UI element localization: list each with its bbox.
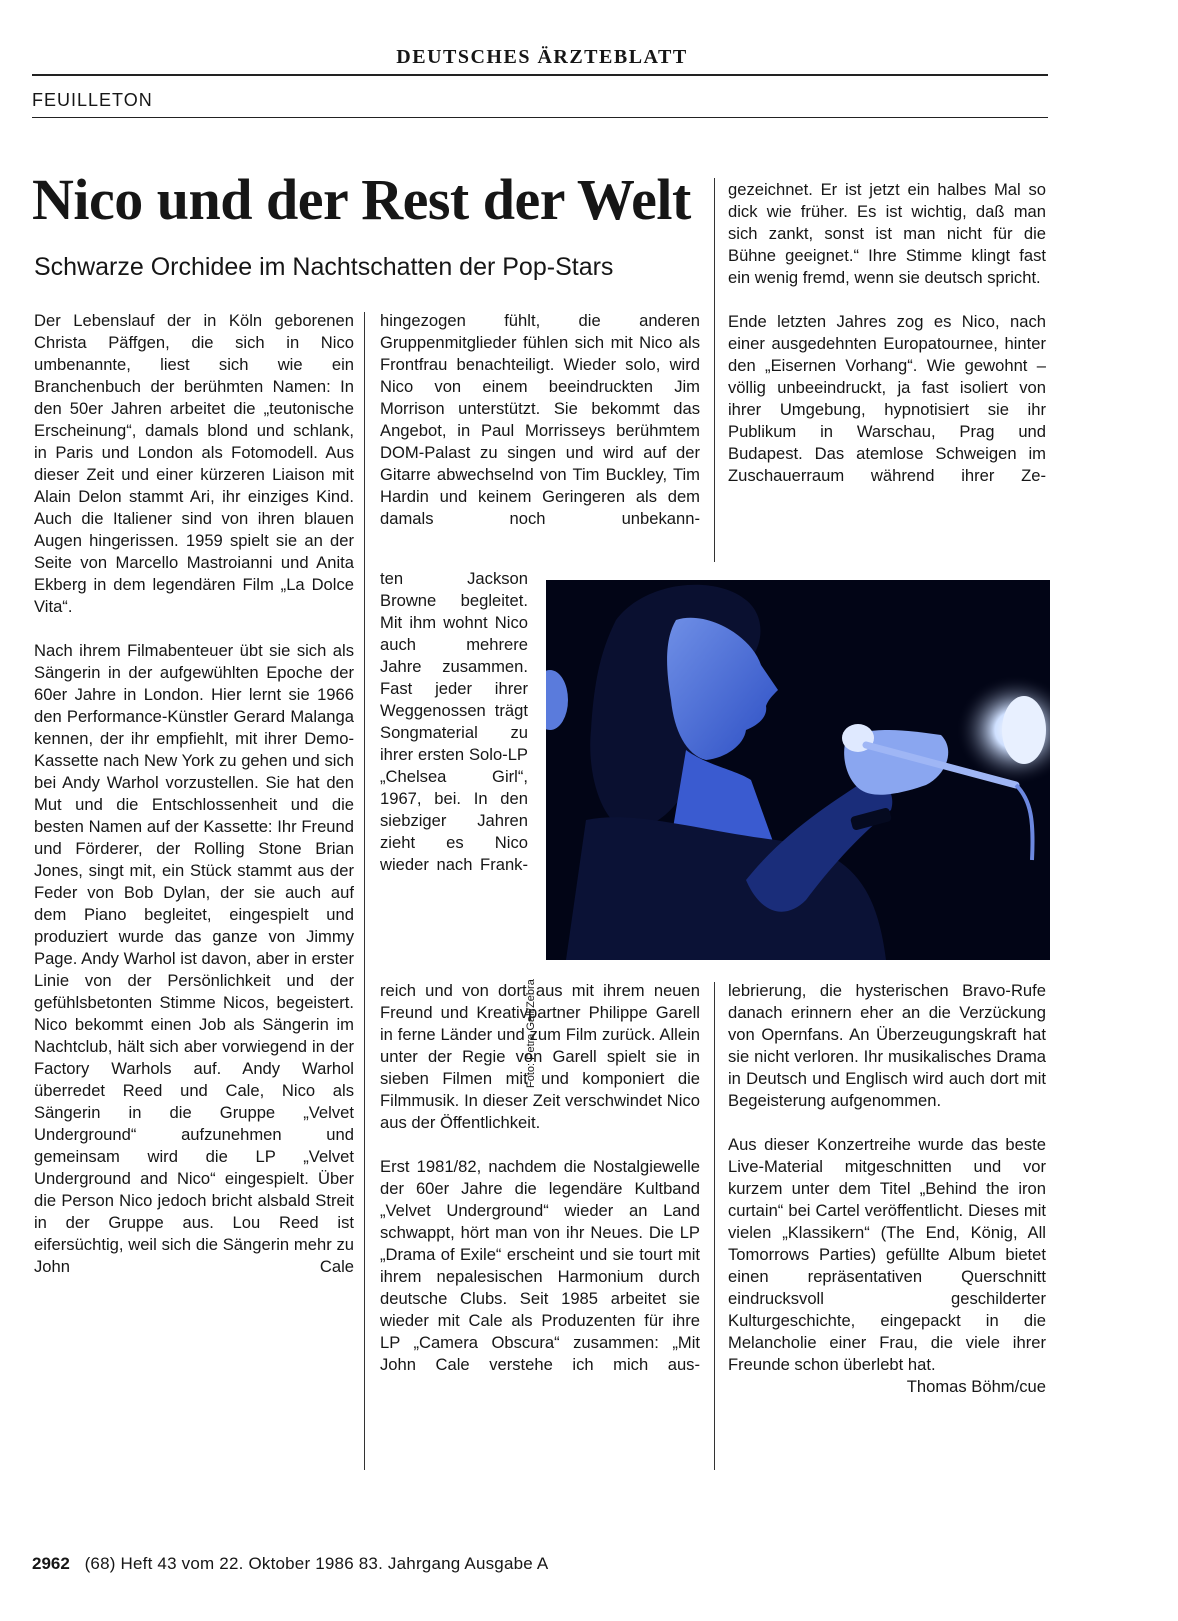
column-3-bottom — [728, 980, 1046, 1398]
column-2-narrow — [380, 568, 528, 876]
column-3-paragraph-3-text: Aus dieser Konzertreihe wurde das beste Live-Material mitgeschnitten und vor kurzem unter dem Titel „Behind the iron curtain“ bei Cartel veröffentlicht. Dieses mit vielen „Klassikern“ (The End, König, All Tomorrows Parties) gefüllte Album bietet einen repräsentativen Querschnitt eindrucksvoll geschilderter Kulturgeschichte, eingepackt in die Melancholie einer Frau, die viele ihrer Freunde schon überlebt hat. — [728, 1135, 1046, 1374]
column-1-paragraph-2: Nach ihrem Filmabenteuer übt sie sich als Sängerin in der aufgewühlten Epoche der 60er Jahre in London. Hier lernt sie 1966 den Performance-Künstler Gerard Malanga kennen, der ihr empfiehlt, mit ihrer Demo-Kassette nach New York zu gehen und sich bei Andy Warhol vorzustellen. Sie hat den Mut und die Entschlossenheit und die besten Namen auf der Kassette: Ihr Freund und Förderer, der Rolling Stone Brian Jones, singt mit, ein Stück stammt aus der Feder von Bob Dylan, der sie auch auf dem Piano begleitet, eingespielt und produziert wurde das ganze von Jimmy Page. Andy Warhol ist davon, aber in erster Linie von der Persönlichkeit und der gefühlsbetonten Stimme Nicos, begeistert. Nico bekommt einen Job als Sängerin im Nachtclub, hält sich aber vorwiegend in der Factory Warhols auf. Andy Warhol überredet Reed und Cale, Nico als Sängerin in die Gruppe „Velvet Underground“ aufzunehmen und gemeinsam wird die LP „Velvet Underground and Nico“ eingespielt. Über die Person Nico jedoch bricht alsbald Streit in der Gruppe aus. Lou Reed ist eifersüchtig, weil sich die Sängerin mehr zu John Cale — [34, 641, 354, 1276]
column-2-top — [380, 310, 700, 530]
column-2-paragraph-1-start: hingezogen fühlt, die anderen Gruppenmitglieder fühlen sich mit Nico als Frontfrau benachteiligt. Wieder solo, wird Nico von einem beeindruckten Jim Morrison unterstützt. Sie bekommt das Angebot, in Paul Morrisseys berühmtem DOM-Palast zu singen und wird auf der Gitarre abwechselnd von Tim Buckley, Tim Hardin und keinem Geringeren als dem damals noch unbekann- — [380, 311, 700, 528]
column-3-paragraph-2-end: lebrierung, die hysterischen Bravo-Rufe danach erinnern eher an die Verzückung von Opernfans. An Überzeugungskraft hat sie nicht verloren. Ihr musikalisches Drama in Deutsch und Englisch wird auch dort mit Begeisterung aufgenommen. — [728, 981, 1046, 1110]
column-3-paragraph-3 — [728, 1134, 1046, 1396]
page-number: 2962 — [32, 1554, 70, 1573]
section-label: FEUILLETON — [32, 90, 153, 110]
column-3-paragraph-1: gezeichnet. Er ist jetzt ein halbes Mal so dick wie früher. Es ist wichtig, daß man sich zankt, sonst ist man nicht für die Bühne geeignet.“ Ihre Stimme klingt fast ein wenig fremd, wenn sie deutsch spricht. — [728, 180, 1046, 287]
column-1 — [34, 310, 354, 1278]
concert-photo-illustration — [546, 580, 1050, 960]
column-2-paragraph-1-wrap: ten Jackson Browne begleitet. Mit ihm wohnt Nico auch mehrere Jahre zusammen. Fast jeder ihrer Weggenossen trägt Songmaterial zu ihrer ersten Solo-LP „Chelsea Girl“, 1967, bei. In den siebziger Jahren zieht es Nico wieder nach Frank- — [380, 569, 528, 874]
column-3-paragraph-2-start: Ende letzten Jahres zog es Nico, nach einer ausgedehnten Europatournee, hinter den „Eisernen Vorhang“. Wie gewohnt – völlig unbeeindruckt, ja fast isoliert von ihrer Umgebung, hypnotisiert sie ihr Publikum in Warschau, Prag und Budapest. Das atemlose Schweigen im Zuschauerraum während ihrer Ze- — [728, 312, 1046, 485]
column-2-bottom — [380, 980, 700, 1376]
section-rule — [32, 117, 1048, 118]
column-2-paragraph-1-end: reich und von dort aus mit ihrem neuen Freund und Kreativpartner Philippe Garell in ferne Länder und zum Film zurück. Allein unter der Regie von Garell spielt sie in sieben Filmen mit und komponiert die Filmmusik. In dieser Zeit verschwindet Nico aus der Öffentlichkeit. — [380, 981, 700, 1132]
masthead-rule — [32, 74, 1048, 76]
column-1-paragraph-1: Der Lebenslauf der in Köln geborenen Christa Päffgen, die sich in Nico umbenannte, liest sich wie ein Branchenbuch der berühmten Namen: In den 50er Jahren arbeitet die „teutonische Erscheinung“, damals blond und schlank, in Paris und London als Fotomodell. Aus dieser Zeit und einer kürzeren Liaison mit Alain Delon stammt Ari, ihr einziges Kind. Auch die Italiener sind von ihren blauen Augen hingerissen. 1959 spielt sie an der Seite von Marcello Mastroianni und Anita Ekberg in dem legendären Film „La Dolce Vita“. — [34, 311, 354, 616]
photo-credit-text: Foto: Petra Gall/Zebra — [525, 979, 537, 1088]
concert-photo — [546, 580, 1050, 960]
masthead: DEUTSCHES ÄRZTEBLATT — [396, 46, 688, 68]
article-headline: Nico und der Rest der Welt — [32, 167, 691, 232]
column-divider-2 — [714, 178, 715, 562]
issue-details: (68) Heft 43 vom 22. Oktober 1986 83. Jahrgang Ausgabe A — [84, 1554, 549, 1573]
column-2-paragraph-2: Erst 1981/82, nachdem die Nostalgiewelle der 60er Jahre die legendäre Kultband „Velvet Underground“ wieder an Land schwappt, hört man von ihr Neues. Die LP „Drama of Exile“ erscheint und sie tourt mit ihrem nepalesischen Harmonium durch deutsche Clubs. Seit 1985 arbeitet sie wieder mit Cale als Produzenten für ihre LP „Camera Obscura“ zusammen: „Mit John Cale verstehe ich mich aus- — [380, 1157, 700, 1374]
article-subheadline: Schwarze Orchidee im Nachtschatten der Pop-Stars — [34, 253, 614, 281]
column-divider-1 — [364, 312, 365, 1470]
page-footer — [32, 1554, 548, 1574]
photo-credit — [524, 958, 538, 1088]
article-author: Thomas Böhm/cue — [906, 1377, 1046, 1396]
column-3-top — [728, 179, 1046, 487]
column-divider-3 — [714, 982, 715, 1470]
